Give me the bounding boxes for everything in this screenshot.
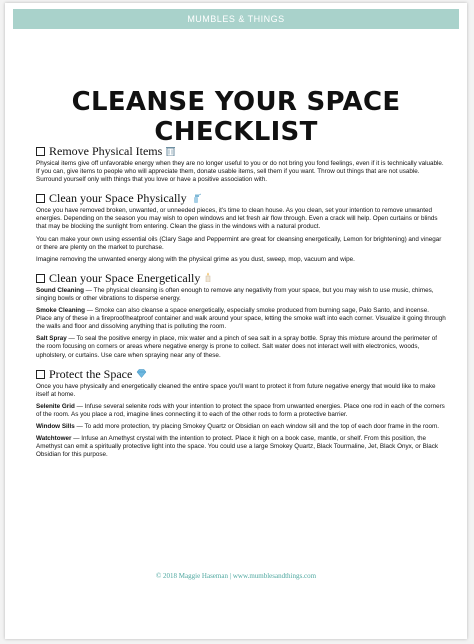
page-title: CLEANSE YOUR SPACE CHECKLIST [71,87,401,147]
checklist-content [36,144,446,463]
brand-name: MUMBLES & THINGS [187,14,285,24]
list-item: Sound Cleaning — The physical cleansing is often enough to remove any negativity from your space, but you may wish to use music, chimes, singing bowls or other vibrations to disperse energy. [36,286,434,302]
section-title: Clean your Space Physically [49,191,187,206]
checkbox-protect[interactable] [36,370,45,379]
list-item: Watchtower — Infuse an Amethyst crystal with the intention to protect. Place it high on a book case, mantle, or shelf. From this position, the Amethyst can emit a spiritually protective light into the space. You could use a large Smokey Quartz, Black Tourmaline, Jet, Black Onyx, or Black Obsidian for this purpose. [36,435,439,459]
list-item: Salt Spray — To seal the positive energy in place, mix water and a pinch of sea salt in a spray bottle. Spray this mixture around the perimeter of the room focusing on corners or areas where negative energy is prone to collect. Salt water does not interact well with electronics, woods, upholstery, or curtains. Use care when spraying near any of these. [36,335,438,359]
section-title: Remove Physical Items [49,144,163,158]
section-heading-protect [36,367,446,382]
trash-can-icon [166,146,175,158]
section-paragraph: Imagine removing the unwanted energy along with the physical grime as you dust, sweep, mop, vacuum and wipe. [36,255,355,263]
section-paragraph: Once you have removed broken, unwanted, or unneeded pieces, it's time to clean house. As you clean, set your intention to remove unwanted energies. Depending on the season you may wish to open windows and let fresh air flow through. Even a crack will help. Open curtains or blinds that may be blocking the sunlight from entering. Clean the glass in the windows with a natural product. [36,207,438,231]
section-body: Physical items give off unfavorable energy when they are no longer useful to you or do not bring you fond feelings, even if it is technically valuable. If you can, give items to people who will appreciate them, donate usable items, sell them if you want. Throw out things that are not usable. Surround yourself only with things that you love or have a positive association with. [36,160,444,184]
list-item: Window Sills — To add more protection, try placing Smokey Quartz or Obsidian on each window sill and the top of each door frame in the room. [36,422,440,430]
spray-bottle-icon [191,193,201,205]
list-item: Smoke Cleaning — Smoke can also cleanse a space energetically, especially smoke produced from burning sage, Palo Santo, and incense. Place any of these in a fireproof/heatproof container and walk around your space, letting the smoke waft into each corner. Visualize it going through the walls and floor and dissolving anything that is polluting the room. [36,307,446,331]
candle-icon [204,272,212,284]
section-paragraph: You can make your own using essential oils (Clary Sage and Peppermint are great for cleansing energetically, Lemon for brightening) and vinegar or there are plenty on the market to purchase. [36,235,442,251]
section-heading-energetic [36,271,446,286]
section-title: Protect the Space [49,366,133,381]
section-paragraph: Once you have physically and energetically cleaned the entire space you'll want to protect it from future negative energy that would like to make itself at home. [36,382,436,398]
gem-icon [136,369,147,380]
list-item: Selenite Grid — Infuse several selenite rods with your intention to protect the space from unwanted energies. Place one rod in each of the corners of the room. As you place a rod, imagine lines connecting it to each of the other rods to form a protective barrier. [36,402,445,418]
checklist-page [5,3,467,639]
checkbox-energetic[interactable] [36,274,45,283]
checkbox-remove[interactable] [36,147,45,156]
section-heading-remove [36,144,446,159]
footer-credit[interactable]: © 2018 Maggie Haseman | www.mumblesandthings.com [155,572,317,580]
section-heading-clean [36,191,446,206]
checkbox-clean[interactable] [36,194,45,203]
section-title: Clean your Space Energetically [49,270,201,285]
brand-banner [13,9,459,29]
